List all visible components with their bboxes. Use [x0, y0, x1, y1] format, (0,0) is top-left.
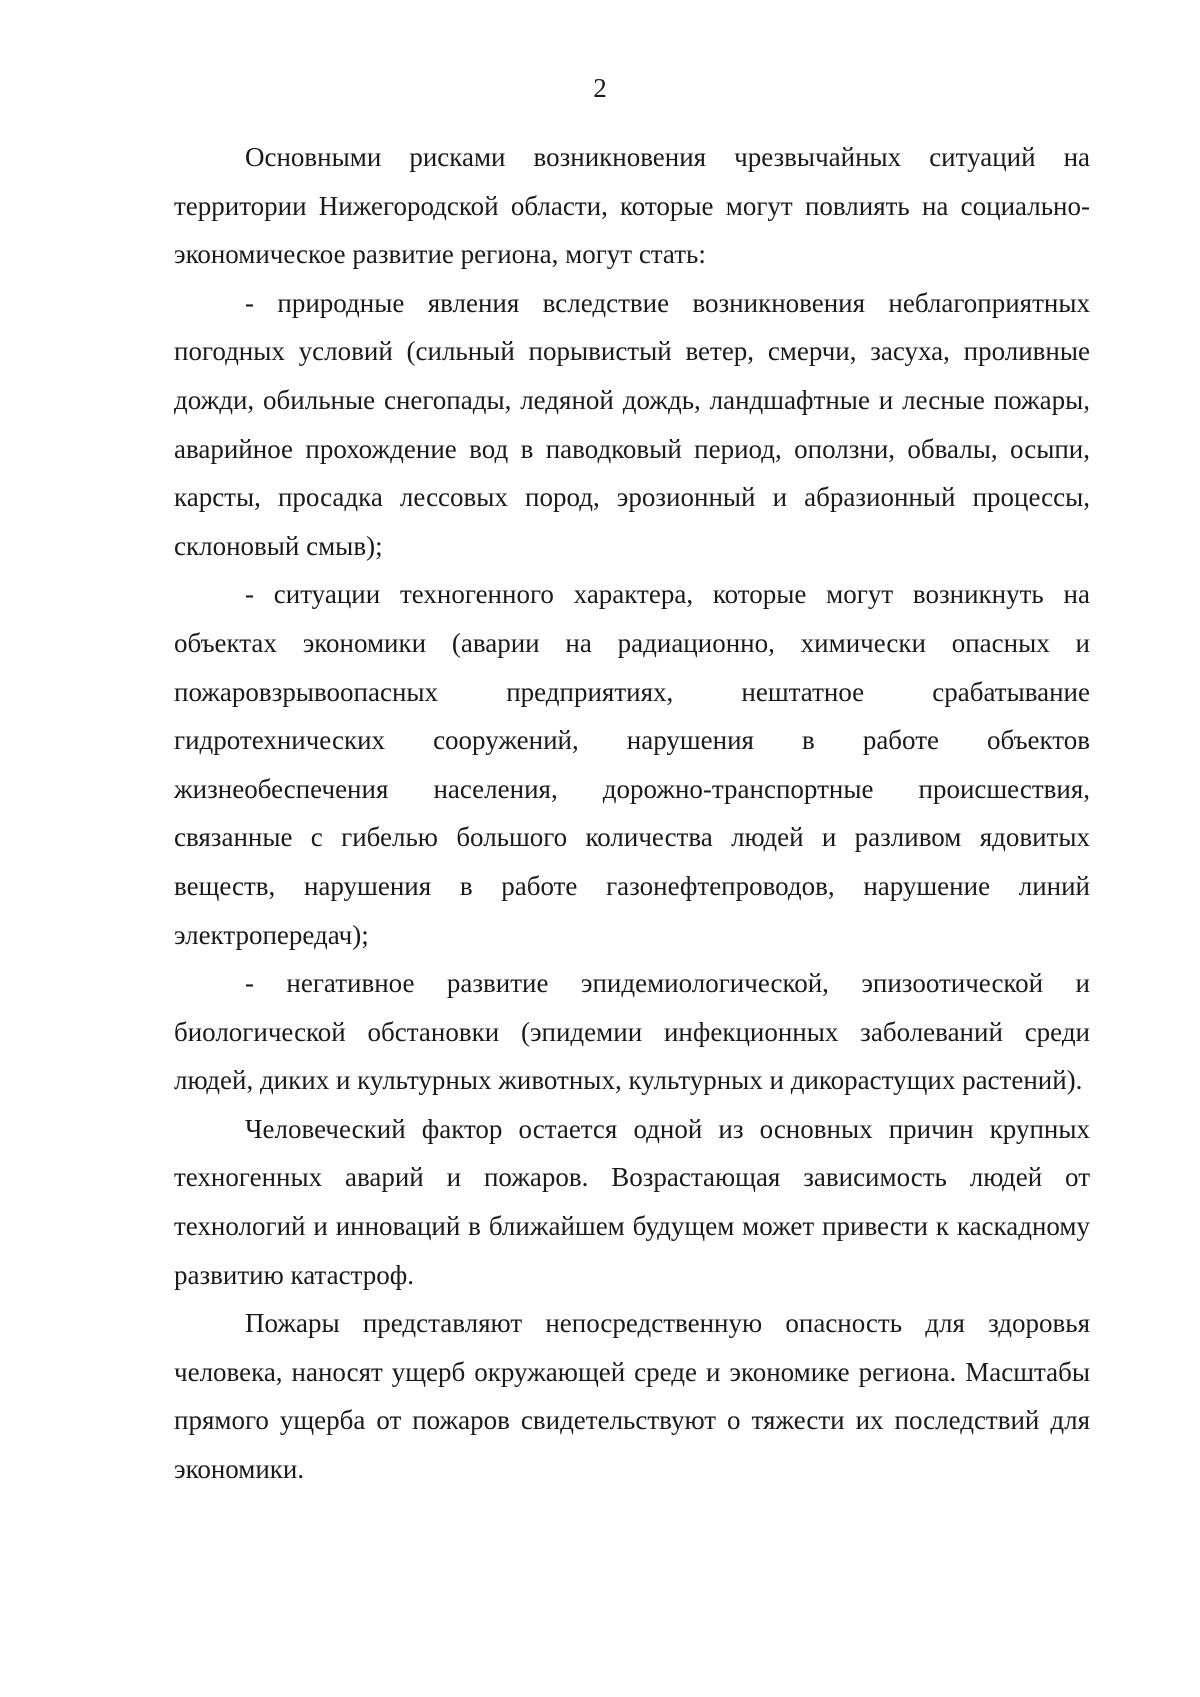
paragraph-natural-risks: - природные явления вследствие возникновения неблагоприятных погодных условий (сильный порывистый ветер, смерчи, засуха, проливные дожди, обильные снегопады, ледяной дождь, ландшафтные и лесные пожары, аварийное прохождение вод в паводковый период, оползни, обвалы, осыпи, карсты, просадка лессовых пород, эрозионный и абразионный процессы, склоновый смыв); [174, 287, 1090, 561]
document-body [174, 133, 1090, 1494]
paragraph-human-factor: Человеческий фактор остается одной из основных причин крупных техногенных аварий и пожаров. Возрастающая зависимость людей от технологий и инноваций в ближайшем будущем может привести к каскадному развитию катастроф. [174, 1113, 1090, 1290]
page-number: 2 [593, 73, 607, 103]
paragraph-technogenic-risks: - ситуации техногенного характера, которые могут возникнуть на объектах экономики (аварии на радиационно, химически опасных и пожаровзрывоопасных предприятиях, нештатное срабатывание гидротехнических сооружений, нарушения в работе объектов жизнеобеспечения населения, дорожно-транспортные происшествия, связанные с гибелью большого количества людей и разливом ядовитых веществ, нарушения в работе газонефтепроводов, нарушение линий электропередач); [174, 579, 1090, 950]
paragraph-fires: Пожары представляют непосредственную опасность для здоровья человека, наносят ущерб окружающей среде и экономике региона. Масштабы прямого ущерба от пожаров свидетельствуют о тяжести их последствий для экономики. [174, 1308, 1090, 1485]
paragraph-intro: Основными рисками возникновения чрезвычайных ситуаций на территории Нижегородской области, которые могут повлиять на социально-экономическое развитие региона, могут стать: [174, 142, 1090, 270]
paragraph-biological-risks: - негативное развитие эпидемиологической, эпизоотической и биологической обстановки (эпидемии инфекционных заболеваний среди людей, диких и культурных животных, культурных и дикорастущих растений). [174, 968, 1090, 1096]
